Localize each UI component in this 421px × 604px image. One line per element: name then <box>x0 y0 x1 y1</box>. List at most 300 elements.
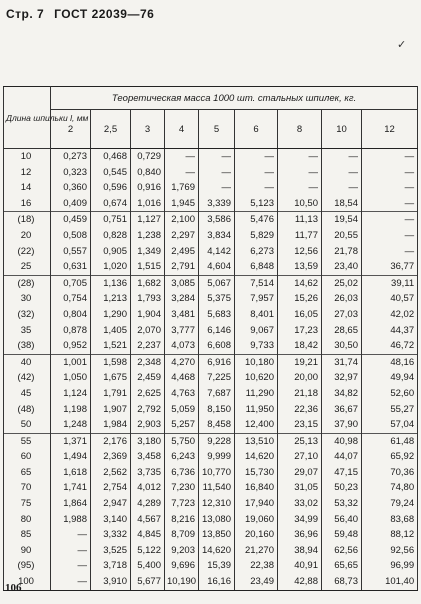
mass-cell: 2,947 <box>91 496 131 512</box>
mass-cell: 6,608 <box>199 338 235 354</box>
mass-cell: 25,13 <box>278 433 322 449</box>
table-row <box>4 212 418 228</box>
mass-cell: 23,15 <box>278 417 322 433</box>
table-row <box>4 275 418 291</box>
mass-cell: 4,142 <box>199 244 235 260</box>
table-row <box>4 574 418 590</box>
column-header: 5 <box>199 110 235 149</box>
mass-cell: 96,99 <box>362 558 418 574</box>
mass-cell: 57,04 <box>362 417 418 433</box>
mass-cell: 9,228 <box>199 433 235 449</box>
page-header <box>6 7 160 21</box>
mass-cell: 1,050 <box>51 370 91 386</box>
mass-cell: — <box>322 165 362 181</box>
mass-cell: 0,360 <box>51 180 91 196</box>
mass-cell: 16,16 <box>199 574 235 590</box>
mass-cell: — <box>51 574 91 590</box>
group-header: Теоретическая масса 1000 шт. стальных шпилек, кг. <box>51 87 418 110</box>
mass-cell: 1,238 <box>131 228 165 244</box>
mass-cell: 1,124 <box>51 386 91 402</box>
mass-cell: 9,733 <box>235 338 278 354</box>
mass-cell: 37,90 <box>322 417 362 433</box>
mass-cell: 5,829 <box>235 228 278 244</box>
mass-cell: — <box>362 180 418 196</box>
mass-cell: 2,562 <box>91 465 131 481</box>
mass-cell: 4,289 <box>131 496 165 512</box>
length-cell: (38) <box>4 338 51 354</box>
check-mark-icon: ✓ <box>397 39 407 51</box>
mass-cell: 1,793 <box>131 291 165 307</box>
mass-cell: 49,94 <box>362 370 418 386</box>
mass-cell: 5,677 <box>131 574 165 590</box>
mass-cell: 8,709 <box>165 527 199 543</box>
mass-cell: 27,10 <box>278 449 322 465</box>
mass-cell: 15,26 <box>278 291 322 307</box>
mass-cell: 34,82 <box>322 386 362 402</box>
mass-cell: 4,468 <box>165 370 199 386</box>
mass-cell: — <box>235 149 278 165</box>
mass-cell: 7,225 <box>199 370 235 386</box>
length-cell: 100 <box>4 574 51 590</box>
mass-cell: 18,54 <box>322 196 362 212</box>
mass-cell: 83,68 <box>362 512 418 528</box>
mass-cell: 0,323 <box>51 165 91 181</box>
mass-cell: 0,459 <box>51 212 91 228</box>
length-cell: 20 <box>4 228 51 244</box>
mass-cell: 17,23 <box>278 323 322 339</box>
mass-cell: 12,310 <box>199 496 235 512</box>
mass-cell: 0,631 <box>51 259 91 275</box>
mass-cell: 28,65 <box>322 323 362 339</box>
mass-cell: 34,99 <box>278 512 322 528</box>
mass-cell: — <box>165 149 199 165</box>
mass-cell: 52,60 <box>362 386 418 402</box>
mass-cell: 92,56 <box>362 543 418 559</box>
mass-cell: 4,270 <box>165 354 199 370</box>
mass-cell: — <box>322 180 362 196</box>
mass-cell: 11,13 <box>278 212 322 228</box>
mass-cell: 3,085 <box>165 275 199 291</box>
length-cell: (28) <box>4 275 51 291</box>
mass-cell: 1,945 <box>165 196 199 212</box>
mass-cell: 21,18 <box>278 386 322 402</box>
column-header: 12 <box>362 110 418 149</box>
mass-cell: 2,100 <box>165 212 199 228</box>
mass-cell: 70,36 <box>362 465 418 481</box>
table-row <box>4 149 418 165</box>
mass-cell: 40,98 <box>322 433 362 449</box>
mass-cell: 16,05 <box>278 307 322 323</box>
table-row <box>4 354 418 370</box>
mass-cell: 10,50 <box>278 196 322 212</box>
mass-cell: 4,567 <box>131 512 165 528</box>
mass-cell: 2,903 <box>131 417 165 433</box>
mass-cell: 1,988 <box>51 512 91 528</box>
mass-cell: 47,15 <box>322 465 362 481</box>
mass-cell: 3,777 <box>165 323 199 339</box>
mass-cell: 5,375 <box>199 291 235 307</box>
mass-cell: — <box>362 196 418 212</box>
mass-cell: 9,067 <box>235 323 278 339</box>
mass-cell: 1,001 <box>51 354 91 370</box>
mass-cell: 11,77 <box>278 228 322 244</box>
mass-cell: 3,834 <box>199 228 235 244</box>
mass-cell: 15,730 <box>235 465 278 481</box>
column-header: 8 <box>278 110 322 149</box>
mass-cell: 36,96 <box>278 527 322 543</box>
mass-cell: 6,273 <box>235 244 278 260</box>
mass-cell: 3,735 <box>131 465 165 481</box>
mass-cell: 2,348 <box>131 354 165 370</box>
mass-cell: 0,916 <box>131 180 165 196</box>
mass-cell: 2,237 <box>131 338 165 354</box>
mass-cell: — <box>235 180 278 196</box>
mass-cell: 44,07 <box>322 449 362 465</box>
mass-cell: 4,073 <box>165 338 199 354</box>
mass-cell: 8,401 <box>235 307 278 323</box>
mass-cell: 8,216 <box>165 512 199 528</box>
mass-table <box>3 86 418 591</box>
length-cell: (48) <box>4 402 51 418</box>
mass-cell: 42,02 <box>362 307 418 323</box>
mass-cell: — <box>362 149 418 165</box>
mass-cell: 22,36 <box>278 402 322 418</box>
mass-cell: 8,150 <box>199 402 235 418</box>
mass-cell: 1,864 <box>51 496 91 512</box>
length-cell: 75 <box>4 496 51 512</box>
length-cell: (42) <box>4 370 51 386</box>
length-cell: 10 <box>4 149 51 165</box>
mass-cell: 7,723 <box>165 496 199 512</box>
length-cell: 70 <box>4 480 51 496</box>
mass-cell: 2,754 <box>91 480 131 496</box>
table-body <box>4 149 418 591</box>
mass-cell: 1,904 <box>131 307 165 323</box>
mass-cell: 0,674 <box>91 196 131 212</box>
mass-cell: — <box>362 244 418 260</box>
mass-cell: 5,683 <box>199 307 235 323</box>
mass-cell: 0,905 <box>91 244 131 260</box>
mass-cell: 65,65 <box>322 558 362 574</box>
column-header: 4 <box>165 110 199 149</box>
length-cell: 14 <box>4 180 51 196</box>
table-row <box>4 370 418 386</box>
mass-cell: 38,94 <box>278 543 322 559</box>
mass-cell: 0,751 <box>91 212 131 228</box>
table-row <box>4 165 418 181</box>
mass-cell: 6,146 <box>199 323 235 339</box>
length-cell: 85 <box>4 527 51 543</box>
mass-cell: 12,400 <box>235 417 278 433</box>
length-cell: 45 <box>4 386 51 402</box>
mass-cell: 33,02 <box>278 496 322 512</box>
mass-cell: — <box>199 165 235 181</box>
mass-cell: 48,16 <box>362 354 418 370</box>
mass-cell: 0,804 <box>51 307 91 323</box>
mass-cell: 42,88 <box>278 574 322 590</box>
page-label: Стр. 7 <box>6 7 45 21</box>
mass-cell: 14,620 <box>199 543 235 559</box>
table-row <box>4 402 418 418</box>
mass-cell: 0,596 <box>91 180 131 196</box>
length-cell: 30 <box>4 291 51 307</box>
mass-cell: 10,180 <box>235 354 278 370</box>
mass-cell: 1,675 <box>91 370 131 386</box>
mass-cell: 10,620 <box>235 370 278 386</box>
mass-cell: 5,750 <box>165 433 199 449</box>
page-number: 106 <box>5 582 22 594</box>
mass-cell: 20,160 <box>235 527 278 543</box>
mass-cell: 0,754 <box>51 291 91 307</box>
mass-cell: 5,059 <box>165 402 199 418</box>
mass-cell: 1,682 <box>131 275 165 291</box>
mass-cell: — <box>51 527 91 543</box>
mass-cell: 4,012 <box>131 480 165 496</box>
mass-cell: 68,73 <box>322 574 362 590</box>
mass-cell: 23,49 <box>235 574 278 590</box>
mass-cell: 31,74 <box>322 354 362 370</box>
column-header: 2 <box>51 110 91 149</box>
length-cell: (18) <box>4 212 51 228</box>
mass-cell: 39,11 <box>362 275 418 291</box>
mass-cell: 3,481 <box>165 307 199 323</box>
mass-cell: 0,557 <box>51 244 91 260</box>
mass-cell: 6,916 <box>199 354 235 370</box>
mass-cell: 21,78 <box>322 244 362 260</box>
mass-cell: 0,729 <box>131 149 165 165</box>
mass-cell: 3,180 <box>131 433 165 449</box>
mass-cell: 2,792 <box>131 402 165 418</box>
mass-cell: 59,48 <box>322 527 362 543</box>
table-row <box>4 527 418 543</box>
table-row <box>4 449 418 465</box>
mass-cell: 0,828 <box>91 228 131 244</box>
table-row <box>4 465 418 481</box>
mass-cell: 9,999 <box>199 449 235 465</box>
mass-cell: 44,37 <box>362 323 418 339</box>
length-cell: 65 <box>4 465 51 481</box>
mass-cell: 4,604 <box>199 259 235 275</box>
mass-cell: 2,495 <box>165 244 199 260</box>
mass-cell: — <box>362 228 418 244</box>
mass-cell: 0,878 <box>51 323 91 339</box>
mass-cell: 22,38 <box>235 558 278 574</box>
mass-cell: 5,476 <box>235 212 278 228</box>
mass-cell: 19,54 <box>322 212 362 228</box>
mass-cell: 15,39 <box>199 558 235 574</box>
length-cell: 90 <box>4 543 51 559</box>
mass-cell: 0,273 <box>51 149 91 165</box>
mass-cell: 1,213 <box>91 291 131 307</box>
mass-cell: 65,92 <box>362 449 418 465</box>
mass-cell: 1,521 <box>91 338 131 354</box>
mass-cell: 11,540 <box>199 480 235 496</box>
mass-cell: 6,736 <box>165 465 199 481</box>
mass-cell: 74,80 <box>362 480 418 496</box>
mass-cell: 16,840 <box>235 480 278 496</box>
mass-cell: — <box>322 149 362 165</box>
mass-cell: 79,24 <box>362 496 418 512</box>
mass-cell: 2,176 <box>91 433 131 449</box>
mass-cell: — <box>199 149 235 165</box>
length-cell: 25 <box>4 259 51 275</box>
length-cell: 16 <box>4 196 51 212</box>
table-row <box>4 496 418 512</box>
table-row <box>4 228 418 244</box>
mass-cell: — <box>362 212 418 228</box>
mass-cell: 9,203 <box>165 543 199 559</box>
mass-cell: 2,459 <box>131 370 165 386</box>
mass-cell: 11,290 <box>235 386 278 402</box>
mass-cell: 1,791 <box>91 386 131 402</box>
length-cell: (95) <box>4 558 51 574</box>
mass-cell: 12,56 <box>278 244 322 260</box>
mass-cell: 40,91 <box>278 558 322 574</box>
mass-cell: 5,122 <box>131 543 165 559</box>
mass-cell: 36,77 <box>362 259 418 275</box>
mass-cell: 2,297 <box>165 228 199 244</box>
mass-cell: 17,940 <box>235 496 278 512</box>
mass-cell: 1,741 <box>51 480 91 496</box>
mass-cell: 101,40 <box>362 574 418 590</box>
mass-cell: 26,03 <box>322 291 362 307</box>
mass-cell: 7,687 <box>199 386 235 402</box>
table-row <box>4 323 418 339</box>
mass-cell: 0,409 <box>51 196 91 212</box>
mass-cell: 7,957 <box>235 291 278 307</box>
mass-cell: 50,23 <box>322 480 362 496</box>
mass-cell: 5,067 <box>199 275 235 291</box>
mass-cell: 0,840 <box>131 165 165 181</box>
mass-cell: 8,458 <box>199 417 235 433</box>
column-header: 2,5 <box>91 110 131 149</box>
mass-cell: 20,00 <box>278 370 322 386</box>
mass-cell: 36,67 <box>322 402 362 418</box>
mass-cell: 1,494 <box>51 449 91 465</box>
mass-cell: 0,545 <box>91 165 131 181</box>
length-cell: 40 <box>4 354 51 370</box>
mass-cell: 7,230 <box>165 480 199 496</box>
mass-cell: 6,848 <box>235 259 278 275</box>
mass-cell: 3,332 <box>91 527 131 543</box>
length-cell: (22) <box>4 244 51 260</box>
mass-cell: 11,950 <box>235 402 278 418</box>
mass-cell: — <box>51 543 91 559</box>
mass-cell: 3,525 <box>91 543 131 559</box>
mass-cell: 1,127 <box>131 212 165 228</box>
column-header: 10 <box>322 110 362 149</box>
mass-cell: 5,257 <box>165 417 199 433</box>
mass-cell: 25,02 <box>322 275 362 291</box>
table-row <box>4 291 418 307</box>
mass-cell: — <box>362 165 418 181</box>
mass-cell: 2,625 <box>131 386 165 402</box>
mass-cell: 1,349 <box>131 244 165 260</box>
length-cell: 55 <box>4 433 51 449</box>
length-cell: 35 <box>4 323 51 339</box>
mass-cell: 2,369 <box>91 449 131 465</box>
mass-cell: 2,791 <box>165 259 199 275</box>
mass-cell: 1,515 <box>131 259 165 275</box>
mass-cell: 1,198 <box>51 402 91 418</box>
mass-cell: 1,020 <box>91 259 131 275</box>
mass-cell: 30,50 <box>322 338 362 354</box>
mass-cell: 3,586 <box>199 212 235 228</box>
mass-cell: 29,07 <box>278 465 322 481</box>
mass-cell: — <box>278 149 322 165</box>
mass-cell: 14,62 <box>278 275 322 291</box>
mass-cell: — <box>278 165 322 181</box>
mass-cell: 2,070 <box>131 323 165 339</box>
mass-cell: 18,42 <box>278 338 322 354</box>
table-row <box>4 307 418 323</box>
mass-cell: 1,016 <box>131 196 165 212</box>
mass-cell: 0,508 <box>51 228 91 244</box>
stub-header: Длина шпильки l, мм <box>4 87 51 149</box>
column-header: 6 <box>235 110 278 149</box>
mass-cell: 55,27 <box>362 402 418 418</box>
table-row <box>4 433 418 449</box>
mass-cell: 1,371 <box>51 433 91 449</box>
mass-cell: 1,769 <box>165 180 199 196</box>
length-cell: 12 <box>4 165 51 181</box>
mass-cell: 21,270 <box>235 543 278 559</box>
table-row <box>4 259 418 275</box>
table-row <box>4 338 418 354</box>
mass-cell: 3,458 <box>131 449 165 465</box>
mass-cell: 1,136 <box>91 275 131 291</box>
mass-cell: — <box>51 558 91 574</box>
mass-cell: 0,468 <box>91 149 131 165</box>
length-cell: (32) <box>4 307 51 323</box>
mass-cell: 19,21 <box>278 354 322 370</box>
mass-cell: 32,97 <box>322 370 362 386</box>
mass-cell: 1,598 <box>91 354 131 370</box>
mass-cell: 1,290 <box>91 307 131 323</box>
mass-cell: 1,907 <box>91 402 131 418</box>
mass-cell: 1,405 <box>91 323 131 339</box>
mass-cell: 13,850 <box>199 527 235 543</box>
mass-cell: 3,284 <box>165 291 199 307</box>
length-cell: 50 <box>4 417 51 433</box>
mass-cell: 40,57 <box>362 291 418 307</box>
mass-cell: 6,243 <box>165 449 199 465</box>
mass-cell: — <box>235 165 278 181</box>
mass-cell: 19,060 <box>235 512 278 528</box>
mass-cell: 88,12 <box>362 527 418 543</box>
mass-cell: 23,40 <box>322 259 362 275</box>
table-row <box>4 480 418 496</box>
mass-cell: 7,514 <box>235 275 278 291</box>
mass-cell: 56,40 <box>322 512 362 528</box>
column-header: 3 <box>131 110 165 149</box>
mass-cell: 3,339 <box>199 196 235 212</box>
mass-cell: 13,510 <box>235 433 278 449</box>
mass-cell: 10,190 <box>165 574 199 590</box>
mass-cell: 1,248 <box>51 417 91 433</box>
mass-cell: 5,123 <box>235 196 278 212</box>
length-cell: 80 <box>4 512 51 528</box>
mass-cell: 3,718 <box>91 558 131 574</box>
mass-cell: 5,400 <box>131 558 165 574</box>
mass-cell: 13,59 <box>278 259 322 275</box>
mass-cell: 9,696 <box>165 558 199 574</box>
mass-cell: 4,763 <box>165 386 199 402</box>
mass-cell: — <box>165 165 199 181</box>
table-row <box>4 196 418 212</box>
table-row <box>4 543 418 559</box>
mass-cell: 62,56 <box>322 543 362 559</box>
